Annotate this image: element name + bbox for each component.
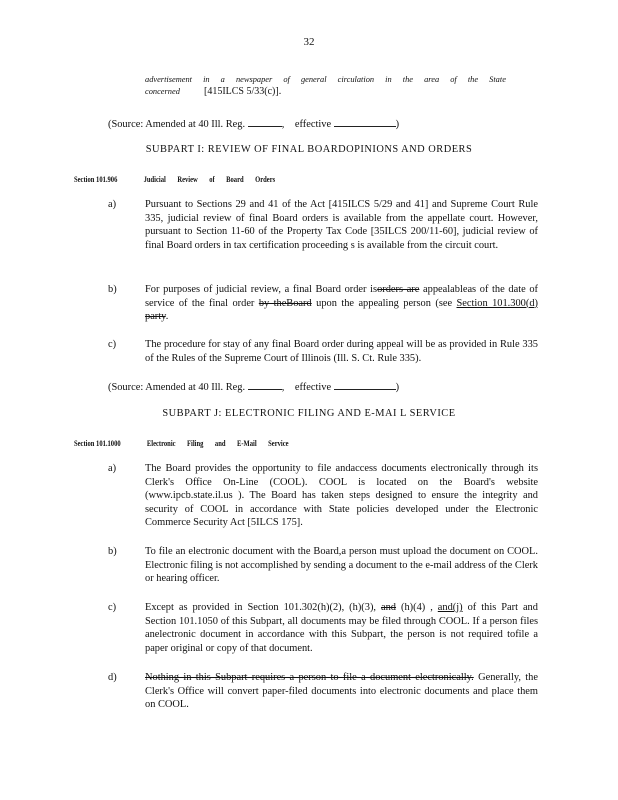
document-page: 32 advertisement in a newspaper of general circulation in the area of the State concerned [415ILCS 5/33(c)]. (Source: Amended at 40 Ill. Reg. , effective ) SUBPART I: REVIEW OF FINAL BOARDOPINIONS AND ORDERS Section 101.906 Judicial Review of Board Orders a) Pursuant to Sections 29 and 41 of the Act [415ILCS 5/29 and 41] and Supreme Court Rule 335, judicial review of final Board orders is available from the appellate court. However, pursuant to Section 11-60 of the Property Tax Code [35ILCS 200/11-60], judicial review of final Board orders in tax certification proceeding s is available from the circuit court. b) For purposes of judicial review, a final Board order isorders are appealableas of the date of service of the final order by theBoard upon the appealing person (see Section 101.300(d) party. c) The procedure for stay of any final Board order during appeal will be as provided in Rule 335 of the Rules of the Supreme Court of Illinois (Ill. S. Ct. Rule 335). (Source: Amended at 40 Ill. Reg. , effective ) SUBPART J: ELECTRONIC FILING AND E-MAI L SERVICE Section 101.1000 Electronic Filing and E-Mail Service a) The Board provides the opportunity to file andaccess documents electronically through its Clerk's Office On-Line (COOL). COOL is located on the Board's website (www.ipcb.state.il.us ). The Board has taken steps designed to ensure the integrity and security of COOL in accordance with State policies developed under the Electronic Commerce Security Act [5ILCS 175]. b) To file an electronic document with the Board,a person must upload the document on COOL. Electronic filing is not accomplished by sending a document to the e-mail address of the Clerk or hearing officer. c) Except as provided in Section 101.302(h)(2), (h)(3), and (h)(4) , and(j) of this Part and Section 101.1050 of this Subpart, all documents may be filed through COOL. If a person files anelectronic document in accordance with this Subpart, the person is not required tofile a paper original or copy of that document. d) Nothing in this Subpart requires a person to file a document electronically. Generally, the Clerk's Office will convert paper-filed documents into electronic documents and place them on COOL. [0, 0, 618, 800]
subpart-i-heading: SUBPART I: REVIEW OF FINAL BOARDOPINIONS AND ORDERS [145, 144, 473, 155]
continued-paragraph [145, 74, 515, 98]
effective-blank-2 [334, 379, 396, 390]
source-blank [248, 116, 282, 127]
continued-line-2: concerned [415ILCS 5/33(c)]. [145, 86, 282, 97]
source-blank-2 [248, 379, 282, 390]
section-1000-heading: Section 101.1000 Electronic Filing and E-Mail Service [74, 439, 289, 448]
effective-blank [334, 116, 396, 127]
continued-line-1: advertisement in a newspaper of general circulation in the area of the State [145, 75, 506, 84]
source-note: (Source: Amended at 40 Ill. Reg. , effective ) [108, 116, 399, 132]
section-906-heading: Section 101.906 Judicial Review of Board Orders [74, 175, 276, 184]
source-note-2: (Source: Amended at 40 Ill. Reg. , effective ) [108, 379, 399, 395]
subpart-j-heading: SUBPART J: ELECTRONIC FILING AND E-MAI L SERVICE [162, 408, 456, 419]
page-number: 32 [303, 36, 315, 48]
